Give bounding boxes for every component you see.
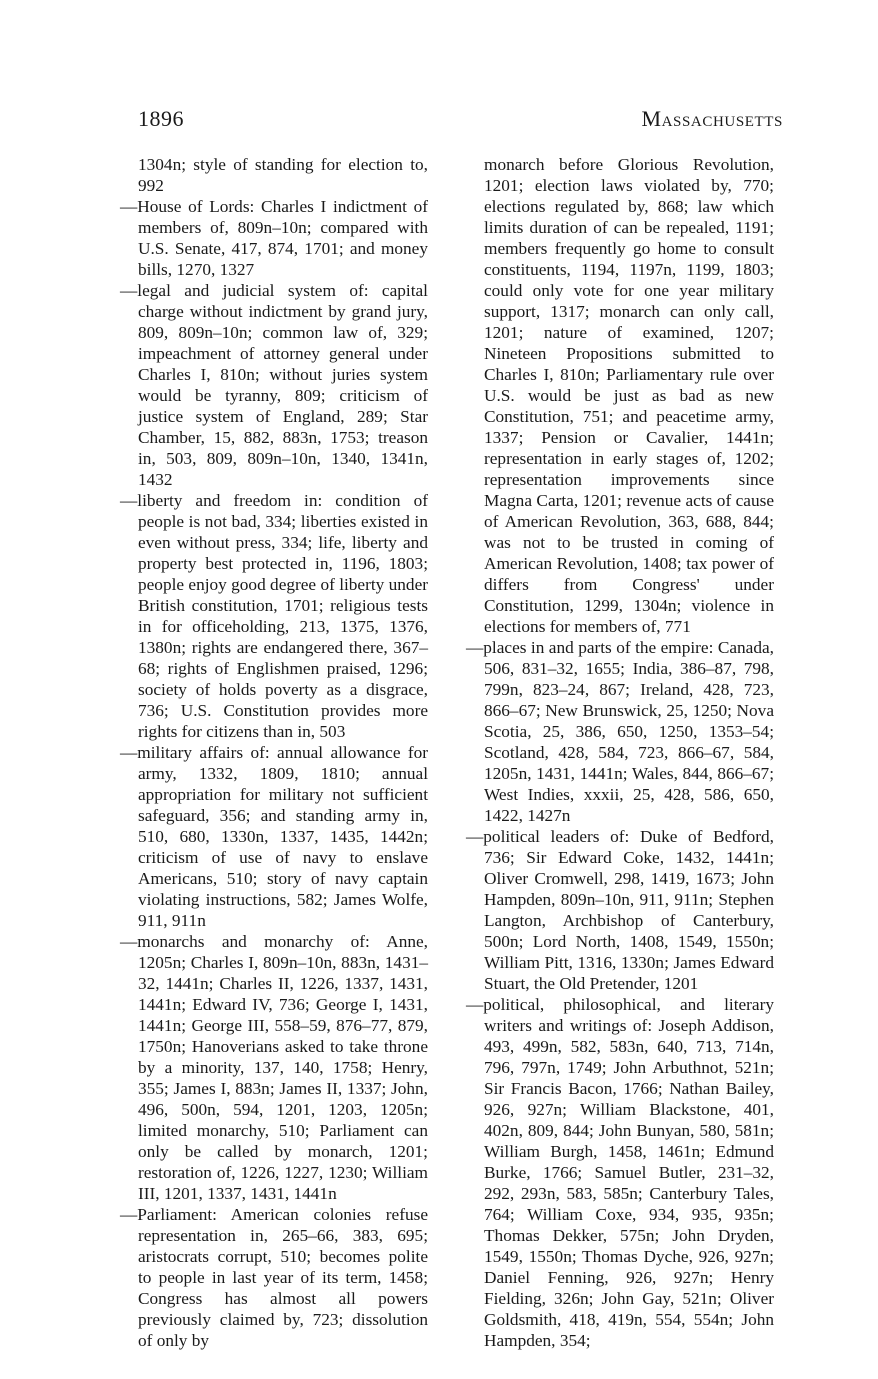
index-entry: —monarchs and monarchy of: Anne, 1205n; Charles I, 809n–10n, 883n, 1431–32, 1441n; Charles II, 1226, 1337, 1431, 1441n; Edward IV, 736; George I, 1431, 1441n; George III, 558–59, 876–77, 879, 1750n; Hanoverians asked to take throne by a minority, 137, 140, 1758; Henry, 355; James I, 883n; James II, 1337; John, 496, 500n, 594, 1201, 1203, 1205n; limited monarchy, 510; Parliament can only be called by monarch, 1201; restoration of, 1226, 1227, 1230; William III, 1201, 1337, 1431, 1441n [120, 932, 428, 1203]
index-column-left [120, 154, 428, 1351]
index-entry: —Parliament: American colonies refuse representation in, 265–66, 383, 695; aristocrats corrupt, 510; becomes polite to people in last year of its term, 1458; Congress has almost all powers previously claimed by, 723; dissolution of only by [120, 1205, 428, 1350]
index-entry: —liberty and freedom in: condition of people is not bad, 334; liberties existed in even without press, 334; life, liberty and property best protected in, 1196, 1803; people enjoy good degree of liberty under British constitution, 1701; religious tests in for officeholding, 213, 1375, 1376, 1380n; rights are endangered there, 367–68; rights of Englishmen praised, 1296; society of holds poverty as a disgrace, 736; U.S. Constitution provides more rights for citizens than in, 503 [120, 491, 428, 741]
index-entry: —places in and parts of the empire: Canada, 506, 831–32, 1655; India, 386–87, 798, 799n, 823–24, 867; Ireland, 428, 723, 866–67; New Brunswick, 25, 1250; Nova Scotia, 25, 386, 650, 1250, 1353–54; Scotland, 428, 584, 723, 866–67, 584, 1205n, 1431, 1441n; Wales, 844, 866–67; West Indies, xxxii, 25, 428, 586, 650, 1422, 1427n [466, 638, 774, 825]
page-number: 1896 [138, 106, 184, 131]
index-entry: —military affairs of: annual allowance for army, 1332, 1809, 1810; annual appropriation for military not sufficient safeguard, 356; and standing army in, 510, 680, 1330n, 1337, 1435, 1442n; criticism of use of navy to enslave Americans, 510; story of navy captain violating instructions, 582; James Wolfe, 911, 911n [120, 743, 428, 930]
index-entry: monarch before Glorious Revolution, 1201; election laws violated by, 770; elections regulated by, 868; law which limits duration of can be repealed, 1191; members frequently go home to consult constituents, 1194, 1197n, 1199, 1803; could only vote for one year military support, 1317; monarch can only call, 1201; nature of examined, 1207; Nineteen Propositions submitted to Charles I, 810n; Parliamentary rule over U.S. would be just as bad as new Constitution, 751; and peacetime army, 1337; Pension or Cavalier, 1441n; representation in early stages of, 1202; representation improvements since Magna Carta, 1201; revenue acts of cause of American Revolution, 363, 688, 844; was not to be trusted in coming of American Revolution, 1408; tax power of differs from Congress' under Constitution, 1299, 1304n; violence in elections for members of, 771 [484, 155, 774, 636]
index-column-right [466, 154, 774, 1351]
index-entry: —House of Lords: Charles I indictment of members of, 809n–10n; compared with U.S. Senate, 417, 874, 1701; and money bills, 1270, 1327 [120, 197, 428, 279]
index-entry: —political leaders of: Duke of Bedford, 736; Sir Edward Coke, 1432, 1441n; Oliver Cromwell, 298, 1419, 1673; John Hampden, 809n–10n, 911, 911n; Stephen Langton, Archbishop of Canterbury, 500n; Lord North, 1408, 1549, 1550n; William Pitt, 1316, 1330n; James Edward Stuart, the Old Pretender, 1201 [466, 827, 774, 993]
index-entry: 1304n; style of standing for election to, 992 [138, 155, 428, 195]
index-entry: —legal and judicial system of: capital charge without indictment by grand jury, 809, 809n–10n; common law of, 329; impeachment of attorney general under Charles I, 810n; without juries system would be tyranny, 809; criticism of justice system of England, 289; Star Chamber, 15, 882, 883n, 1753; treason in, 503, 809, 809n–10n, 1340, 1341n, 1432 [120, 281, 428, 489]
index-entry: —political, philosophical, and literary writers and writings of: Joseph Addison, 493, 499n, 582, 583n, 640, 713, 714n, 796, 797n, 1749; John Arbuthnot, 521n; Sir Francis Bacon, 1766; Nathan Bailey, 926, 927n; William Blackstone, 401, 402n, 809, 844; John Bunyan, 580, 581n; William Burgh, 1458, 1461n; Edmund Burke, 1766; Samuel Butler, 231–32, 292, 293n, 583, 585n; Canterbury Tales, 764; William Coxe, 934, 935, 935n; Thomas Dekker, 575n; John Dryden, 1549, 1550n; Thomas Dyche, 926, 927n; Daniel Fenning, 926, 927n; Henry Fielding, 326n; John Gay, 521n; Oliver Goldsmith, 418, 419n, 554, 554n; John Hampden, 354; [466, 995, 774, 1350]
running-head: Massachusetts [641, 106, 783, 131]
